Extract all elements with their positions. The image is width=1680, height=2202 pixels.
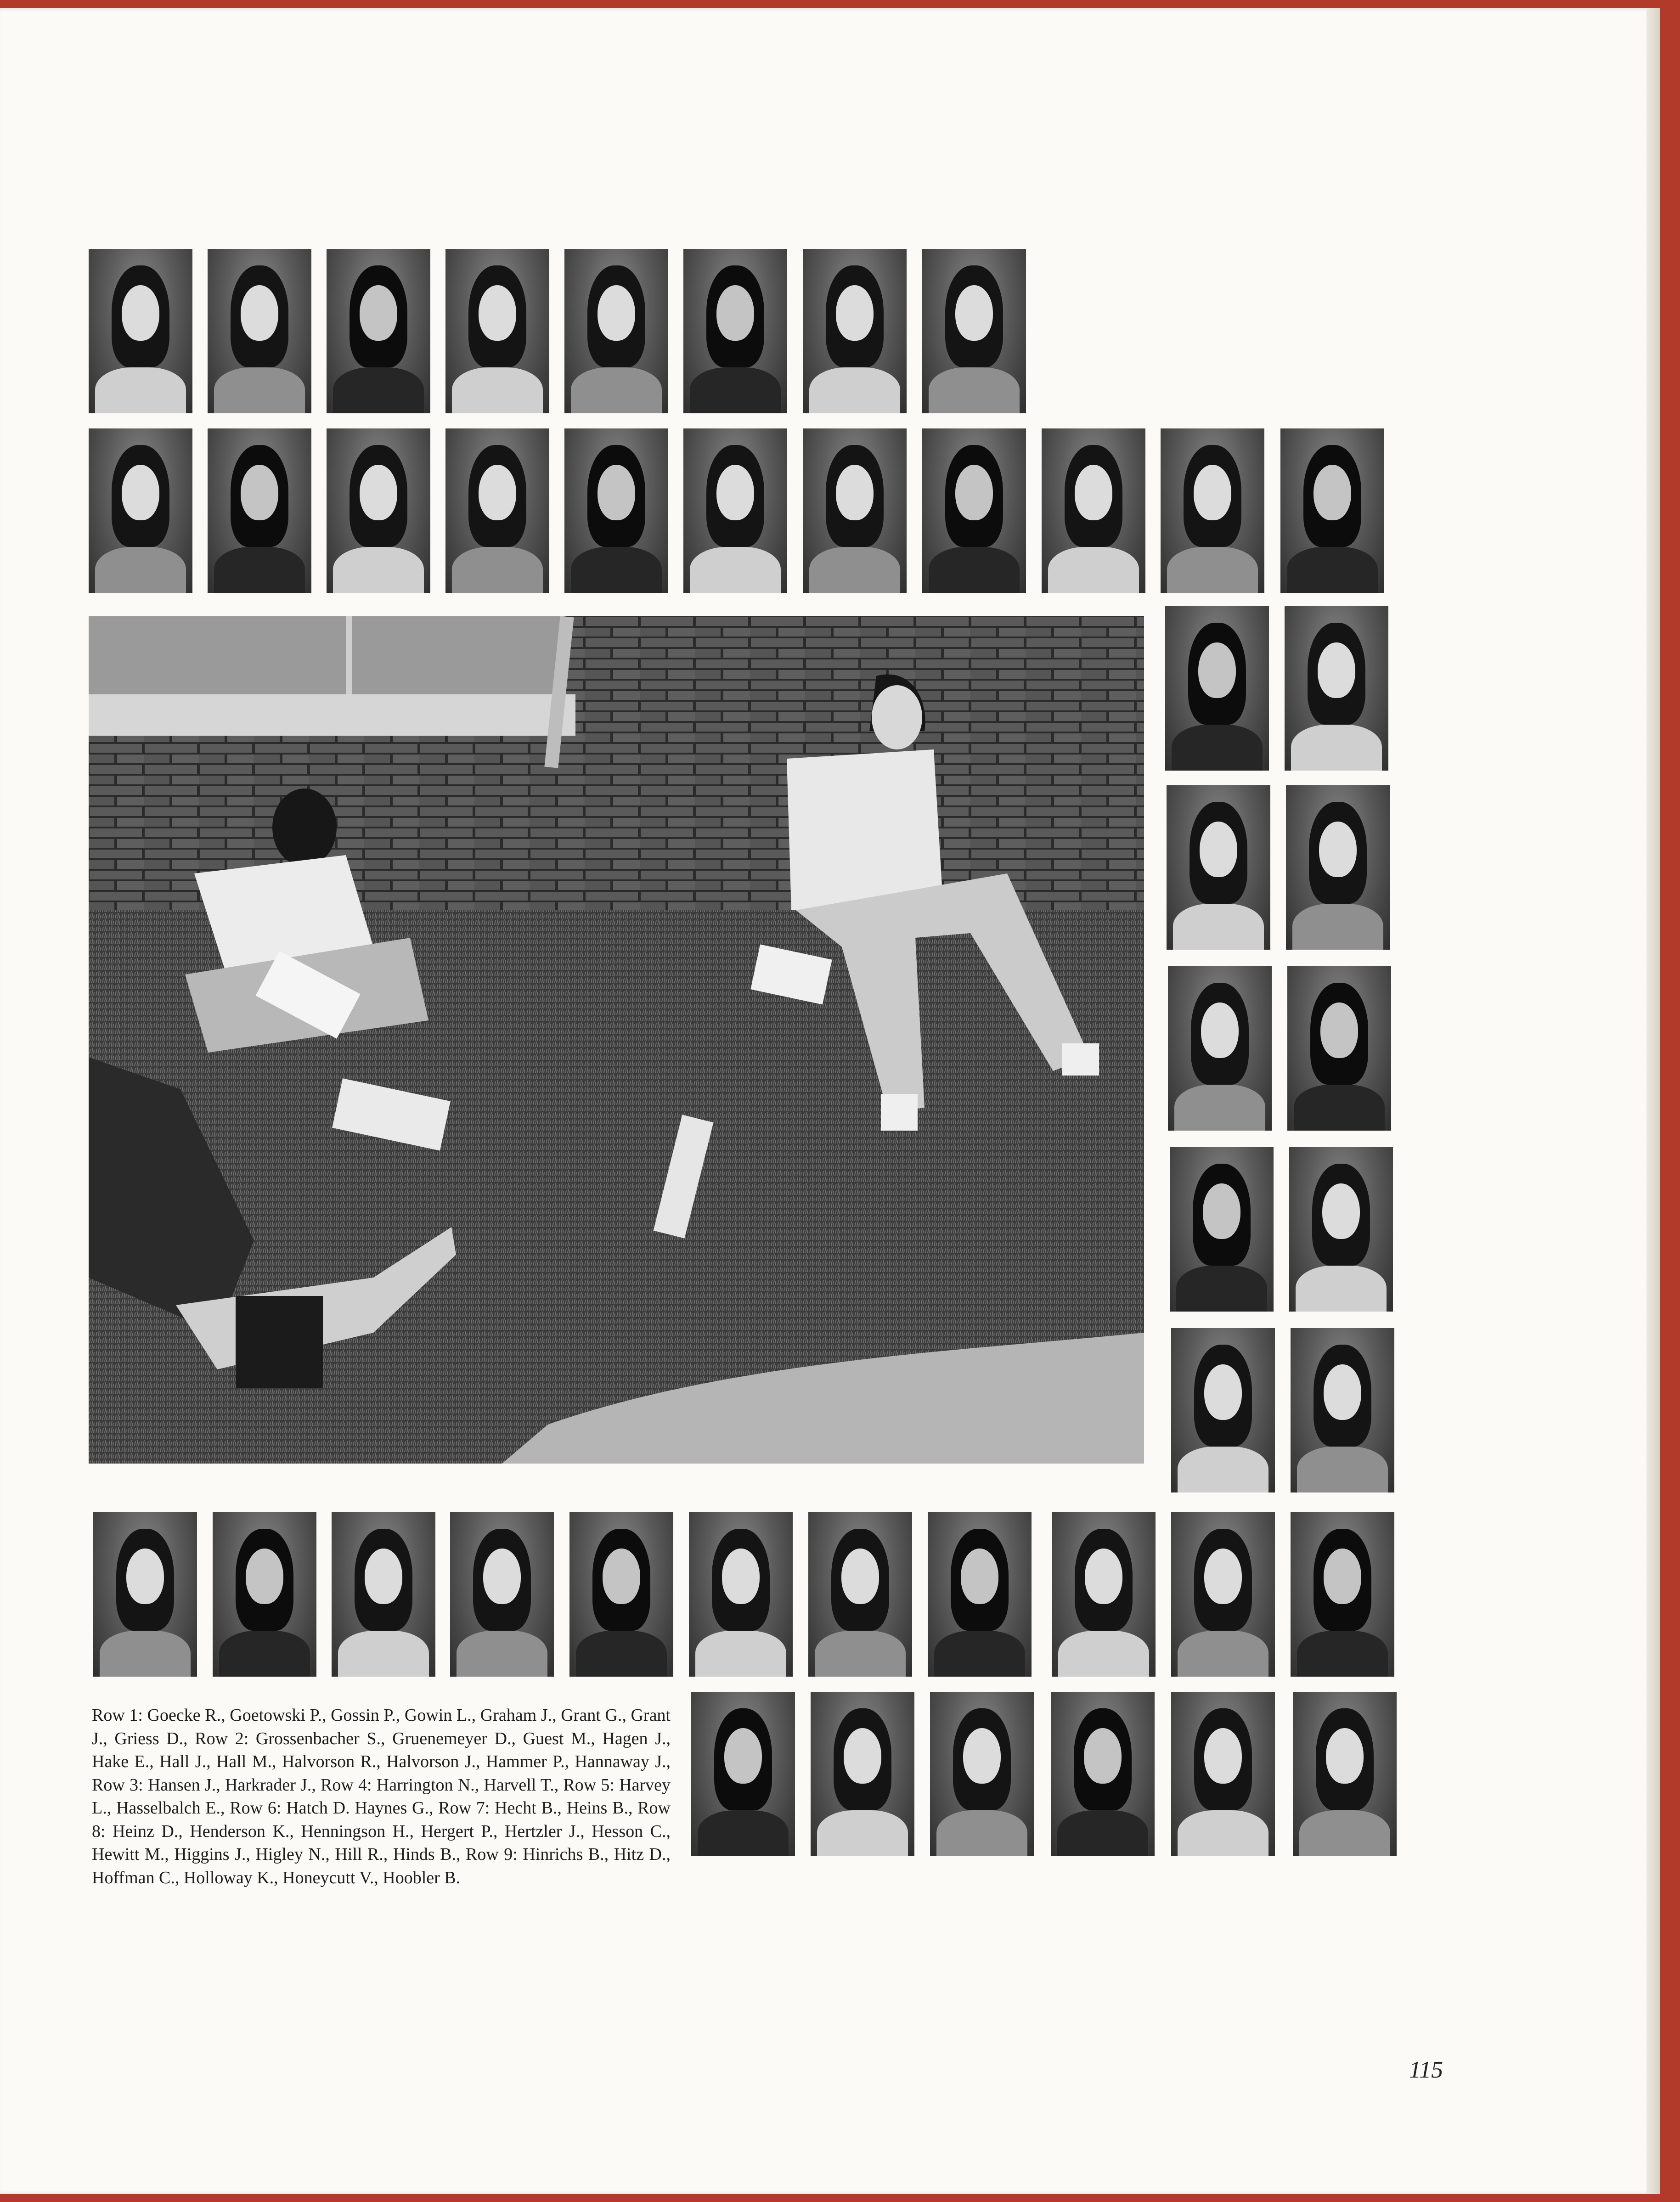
- portrait-face: [246, 1549, 283, 1605]
- student-portrait: [89, 249, 192, 413]
- student-portrait: [1161, 428, 1264, 593]
- student-portrait: [1168, 966, 1272, 1131]
- portrait-face: [844, 1728, 881, 1784]
- student-portrait: [922, 249, 1026, 413]
- portrait-face: [1318, 642, 1355, 698]
- portrait-shirt: [929, 547, 1020, 593]
- portrait-shirt: [457, 1631, 548, 1677]
- page-number: 115: [1409, 2057, 1443, 2083]
- portrait-shirt: [1173, 904, 1264, 950]
- portrait-face: [479, 285, 516, 341]
- portrait-face: [126, 1549, 163, 1605]
- student-portrait: [930, 1692, 1034, 1856]
- portrait-shirt: [1178, 1447, 1269, 1492]
- portrait-shirt: [1292, 904, 1384, 950]
- portrait-shirt: [95, 367, 186, 413]
- portrait-shirt: [934, 1631, 1026, 1677]
- student-portrait: [803, 428, 907, 593]
- portrait-shirt: [571, 547, 662, 593]
- portrait-shirt: [809, 547, 901, 593]
- student-portrait: [811, 1692, 914, 1856]
- portrait-face: [122, 285, 159, 341]
- portrait-shirt: [333, 547, 424, 593]
- portrait-shirt: [100, 1631, 191, 1677]
- portrait-face: [479, 465, 516, 521]
- portrait-shirt: [1058, 1631, 1150, 1677]
- portrait-shirt: [929, 367, 1020, 413]
- portrait-shirt: [214, 367, 305, 413]
- student-portrait: [445, 428, 549, 593]
- portrait-face: [1204, 1728, 1241, 1784]
- student-portrait: [564, 249, 668, 413]
- portrait-face: [716, 285, 754, 341]
- student-portrait: [689, 1512, 793, 1677]
- portrait-face: [360, 465, 397, 521]
- portrait-face: [365, 1549, 402, 1605]
- portrait-shirt: [214, 547, 305, 593]
- portrait-face: [1085, 1549, 1122, 1605]
- student-portrait: [1042, 428, 1145, 593]
- portrait-face: [724, 1728, 761, 1784]
- portrait-shirt: [690, 367, 781, 413]
- student-portrait: [327, 428, 430, 593]
- student-portrait: [450, 1512, 554, 1677]
- portrait-shirt: [936, 1810, 1028, 1856]
- portrait-face: [716, 465, 754, 521]
- portrait-shirt: [1176, 1266, 1268, 1312]
- portrait-shirt: [698, 1810, 789, 1856]
- portrait-face: [1204, 1549, 1241, 1605]
- portrait-face: [1314, 465, 1351, 521]
- student-portrait: [213, 1512, 316, 1677]
- portrait-shirt: [815, 1631, 906, 1677]
- student-portrait: [683, 249, 787, 413]
- portrait-shirt: [1296, 1266, 1387, 1312]
- portrait-shirt: [809, 367, 901, 413]
- portrait-face: [963, 1728, 1000, 1784]
- student-portrait: [1291, 1512, 1394, 1677]
- portrait-face: [1204, 1364, 1241, 1420]
- portrait-face: [841, 1549, 879, 1605]
- student-portrait: [1165, 606, 1269, 771]
- student-portrait: [564, 428, 668, 593]
- portrait-face: [1203, 1183, 1240, 1239]
- portrait-face: [122, 465, 159, 521]
- portrait-face: [598, 465, 635, 521]
- student-portrait: [803, 249, 907, 413]
- portrait-shirt: [452, 367, 543, 413]
- portrait-face: [961, 1549, 998, 1605]
- portrait-shirt: [1297, 1631, 1388, 1677]
- student-portrait: [89, 428, 192, 593]
- portrait-shirt: [1287, 547, 1378, 593]
- portrait-face: [241, 285, 278, 341]
- portrait-shirt: [1178, 1631, 1269, 1677]
- portrait-shirt: [1297, 1447, 1388, 1492]
- portrait-face: [836, 465, 873, 521]
- portrait-face: [1201, 1002, 1238, 1059]
- student-portrait: [808, 1512, 912, 1677]
- student-portrait: [327, 249, 430, 413]
- portrait-face: [1324, 1364, 1361, 1420]
- portrait-shirt: [1294, 1085, 1385, 1131]
- group-photo: [89, 616, 1144, 1464]
- student-portrait: [922, 428, 1026, 593]
- student-portrait: [1171, 1512, 1275, 1677]
- student-portrait: [1287, 966, 1391, 1131]
- portrait-face: [1319, 822, 1356, 878]
- portrait-face: [955, 465, 992, 521]
- portrait-shirt: [1172, 725, 1263, 771]
- portrait-face: [955, 285, 992, 341]
- portrait-shirt: [1299, 1810, 1391, 1856]
- portrait-face: [483, 1549, 520, 1605]
- student-portrait: [1167, 785, 1270, 950]
- portrait-shirt: [695, 1631, 787, 1677]
- portrait-shirt: [338, 1631, 429, 1677]
- portrait-face: [1198, 642, 1235, 698]
- portrait-face: [603, 1549, 640, 1605]
- student-portrait: [1171, 1692, 1275, 1856]
- portrait-shirt: [1048, 547, 1139, 593]
- portrait-face: [1326, 1728, 1363, 1784]
- student-portrait: [683, 428, 787, 593]
- portrait-shirt: [95, 547, 186, 593]
- portrait-shirt: [452, 547, 543, 593]
- portrait-shirt: [1057, 1810, 1149, 1856]
- portrait-shirt: [1174, 1085, 1266, 1131]
- portrait-shirt: [333, 367, 424, 413]
- portrait-face: [1084, 1728, 1121, 1784]
- portrait-face: [1322, 1183, 1359, 1239]
- portrait-shirt: [576, 1631, 667, 1677]
- student-portrait: [1291, 1328, 1394, 1492]
- portrait-face: [1200, 822, 1237, 878]
- portrait-shirt: [817, 1810, 908, 1856]
- portrait-face: [1194, 465, 1231, 521]
- student-portrait: [1051, 1692, 1155, 1856]
- portrait-shirt: [219, 1631, 310, 1677]
- portrait-shirt: [1178, 1810, 1269, 1856]
- page-edge: [1646, 8, 1660, 2194]
- student-portrait: [93, 1512, 197, 1677]
- student-portrait: [1285, 606, 1388, 771]
- student-portrait: [1170, 1147, 1274, 1312]
- student-portrait: [332, 1512, 435, 1677]
- portrait-shirt: [690, 547, 781, 593]
- student-portrait: [1289, 1147, 1393, 1312]
- portrait-shirt: [1291, 725, 1382, 771]
- portrait-shirt: [1167, 547, 1258, 593]
- student-portrait: [1280, 428, 1384, 593]
- student-portrait: [208, 428, 311, 593]
- student-portrait: [691, 1692, 795, 1856]
- portrait-face: [1324, 1549, 1361, 1605]
- student-portrait: [445, 249, 549, 413]
- portrait-face: [360, 285, 397, 341]
- portrait-shirt: [571, 367, 662, 413]
- name-caption: Row 1: Goecke R., Goetowski P., Gossin P., Gowin L., Graham J., Grant G., Grant J., Griess D., Row 2: Grossenbacher S., Gruenemeyer D., Guest M., Hagen J., Hake E., Hall J., Hall M., Halvorson R., Halvorson J., Hammer P., Hannaway J., Row 3: Hansen J., Harkrader J., Row 4: Harrington N., Harvell T., Row 5: Harvey L., Hasselbalch E., Row 6: Hatch D. Haynes G., Row 7: Hecht B., Heins B., Row 8: Heinz D., Henderson K., Henningson H., Hergert P., Hertzler J., Hesson C., Hewitt M., Higgins J., Higley N., Hill R., Hinds B., Row 9: Hinrichs B., Hitz D., Hoffman C., Holloway K., Honeycutt V., Hoobler B.: [92, 1706, 671, 1887]
- portrait-face: [836, 285, 873, 341]
- portrait-face: [1320, 1002, 1358, 1059]
- portrait-face: [598, 285, 635, 341]
- student-portrait: [1171, 1328, 1275, 1492]
- student-portrait: [1293, 1692, 1397, 1856]
- portrait-face: [722, 1549, 759, 1605]
- portrait-face: [1075, 465, 1112, 521]
- portrait-face: [241, 465, 278, 521]
- student-portrait: [1052, 1512, 1156, 1677]
- student-portrait: [569, 1512, 673, 1677]
- student-portrait: [1286, 785, 1390, 950]
- student-portrait: [208, 249, 311, 413]
- student-portrait: [928, 1512, 1032, 1677]
